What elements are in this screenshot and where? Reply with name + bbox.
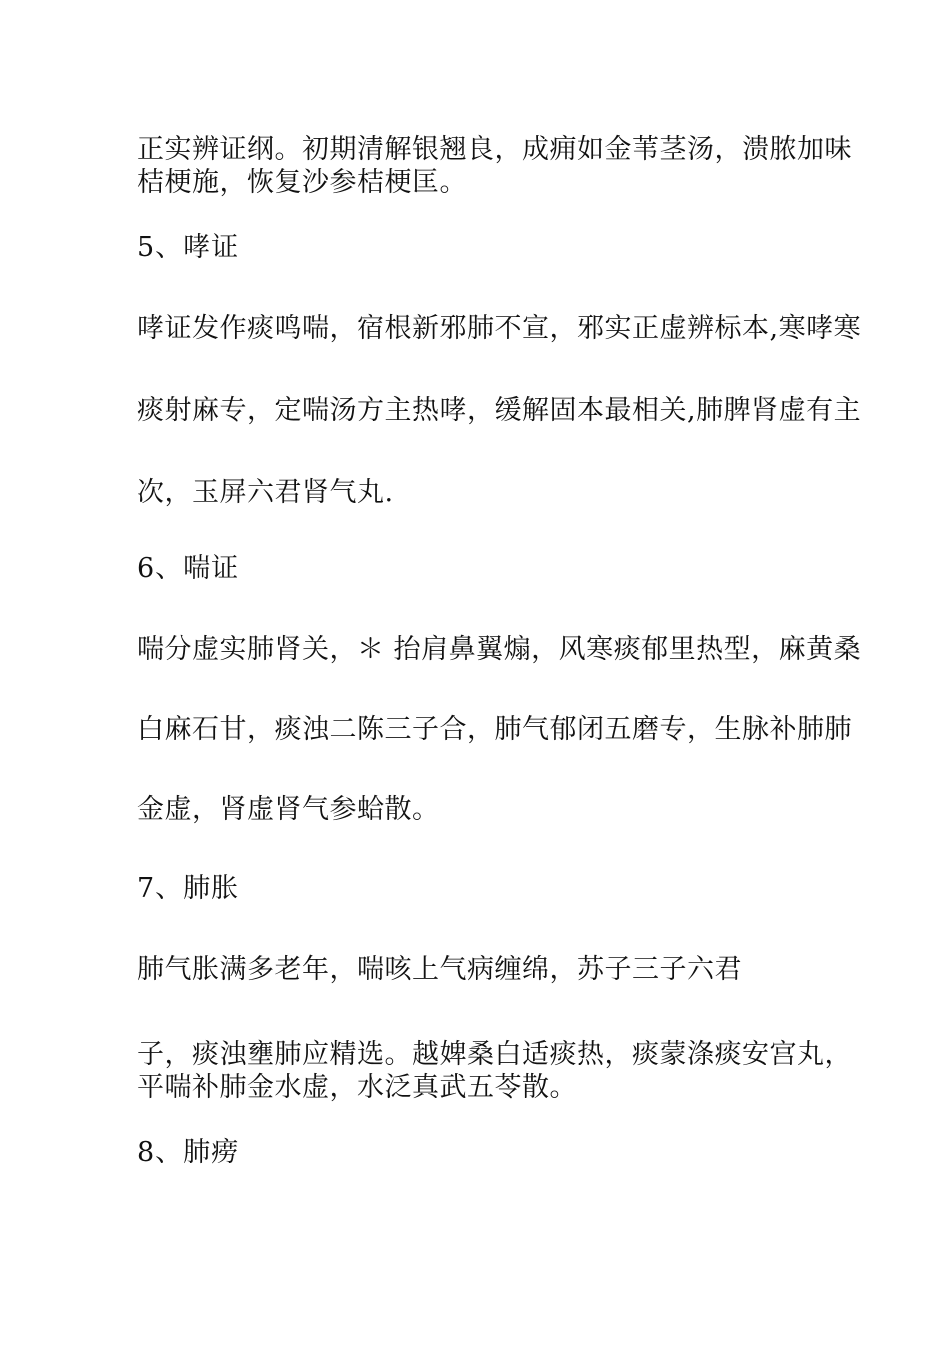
section-heading: 7、肺胀	[137, 873, 240, 904]
paragraph-line: 次，玉屏六君肾气丸.	[137, 477, 394, 508]
section-heading: 6、喘证	[137, 553, 240, 584]
paragraph-line: 白麻石甘，痰浊二陈三子合，肺气郁闭五磨专，生脉补肺肺	[137, 714, 852, 745]
paragraph-line: 喘分虚实肺肾关，＊ 抬肩鼻翼煽，风寒痰郁里热型，麻黄桑	[137, 634, 862, 665]
paragraph-line: 痰射麻专，定喘汤方主热哮，缓解固本最相关,肺脾肾虚有主	[137, 395, 862, 426]
paragraph-line: 肺气胀满多老年，喘咳上气病缠绵，苏子三子六君	[137, 954, 742, 985]
paragraph-line: 平喘补肺金水虚，水泛真武五苓散。	[137, 1072, 577, 1103]
section-heading: 5、哮证	[137, 232, 240, 263]
section-heading: 8、肺痨	[137, 1137, 240, 1168]
paragraph-line: 哮证发作痰鸣喘，宿根新邪肺不宣，邪实正虚辨标本,寒哮寒	[137, 313, 862, 344]
paragraph-line: 金虚，肾虚肾气参蛤散。	[137, 794, 440, 825]
paragraph-line: 桔梗施，恢复沙参桔梗匡。	[137, 167, 467, 198]
paragraph-line: 子，痰浊壅肺应精选。越婢桑白适痰热，痰蒙涤痰安宫丸，	[137, 1039, 852, 1070]
paragraph-line: 正实辨证纲。初期清解银翘良，成痈如金苇茎汤，溃脓加味	[137, 134, 852, 165]
